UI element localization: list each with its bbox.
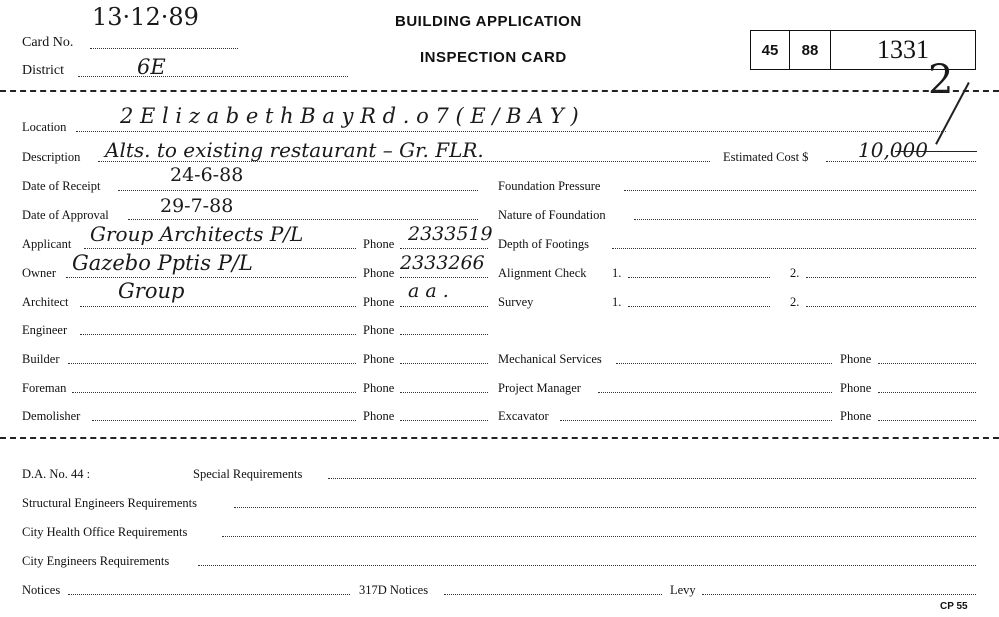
architect-value: Group xyxy=(118,279,185,303)
applicant-phone-label: Phone xyxy=(363,237,395,251)
nature-foundation-line xyxy=(634,219,976,220)
builder-phone-line xyxy=(400,363,488,364)
applicant-label: Applicant xyxy=(22,237,72,251)
builder-phone-label: Phone xyxy=(363,352,395,366)
mechanical-phone-line xyxy=(878,363,976,364)
depth-footings-label: Depth of Footings xyxy=(498,237,589,251)
foreman-line xyxy=(72,392,356,393)
excavator-line xyxy=(560,420,832,421)
box-number xyxy=(830,30,976,70)
demolisher-phone-line xyxy=(400,420,488,421)
applicant-line xyxy=(84,248,356,249)
date-approval-line xyxy=(128,219,478,220)
title-line-2: INSPECTION CARD xyxy=(420,49,567,66)
owner-phone: 2333266 xyxy=(400,252,485,274)
special-requirements-line xyxy=(328,478,976,479)
architect-phone-label: Phone xyxy=(363,295,395,309)
date-receipt-label: Date of Receipt xyxy=(22,179,101,193)
excavator-phone-label: Phone xyxy=(840,409,872,423)
divider-top xyxy=(0,90,999,92)
demolisher-label: Demolisher xyxy=(22,409,81,423)
project-manager-line xyxy=(598,392,832,393)
project-manager-label: Project Manager xyxy=(498,381,581,395)
demolisher-phone-label: Phone xyxy=(363,409,395,423)
title-line-1: BUILDING APPLICATION xyxy=(395,13,582,30)
mechanical-services-label: Mechanical Services xyxy=(498,352,602,366)
date-receipt-line xyxy=(118,190,478,191)
mechanical-services-line xyxy=(616,363,832,364)
notices-317d-line xyxy=(444,594,662,595)
alignment-1-label: 1. xyxy=(612,266,622,280)
city-health-line xyxy=(222,536,976,537)
foundation-pressure-line xyxy=(624,190,976,191)
excavator-phone-line xyxy=(878,420,976,421)
alignment-check-label: Alignment Check xyxy=(498,266,587,280)
excavator-label: Excavator xyxy=(498,409,549,423)
card-no-value: 13·12·89 xyxy=(92,3,199,31)
applicant-phone-line xyxy=(400,248,488,249)
levy-line xyxy=(702,594,976,595)
city-health-label: City Health Office Requirements xyxy=(22,525,188,539)
box-b-value: 88 xyxy=(801,41,819,59)
applicant-phone: 2333519 xyxy=(408,223,493,245)
box-number-value: 1331 xyxy=(877,35,929,64)
divider-bottom xyxy=(0,437,999,439)
engineer-phone-line xyxy=(400,334,488,335)
form-code: CP 55 xyxy=(940,601,968,612)
location-label: Location xyxy=(22,120,67,134)
survey-2-line xyxy=(806,306,976,307)
foreman-phone-label: Phone xyxy=(363,381,395,395)
engineer-line xyxy=(80,334,356,335)
project-manager-phone-line xyxy=(878,392,976,393)
survey-2-label: 2. xyxy=(790,295,800,309)
project-manager-phone-label: Phone xyxy=(840,381,872,395)
survey-label: Survey xyxy=(498,295,534,309)
owner-phone-label: Phone xyxy=(363,266,395,280)
date-receipt-value: 24-6-88 xyxy=(170,164,244,186)
box-a xyxy=(750,30,790,70)
description-value: Alts. to existing restaurant – Gr. FLR. xyxy=(105,138,484,162)
foreman-label: Foreman xyxy=(22,381,67,395)
location-value: 2 E l i z a b e t h B a y R d . o 7 ( E / B A Y ) xyxy=(120,104,579,128)
location-line xyxy=(76,131,946,132)
nature-foundation-label: Nature of Foundation xyxy=(498,208,606,222)
owner-line xyxy=(66,277,356,278)
owner-label: Owner xyxy=(22,266,57,280)
da-no-label: D.A. No. 44 : xyxy=(22,467,91,481)
alignment-2-label: 2. xyxy=(790,266,800,280)
levy-label: Levy xyxy=(670,583,696,597)
demolisher-line xyxy=(92,420,356,421)
structural-label: Structural Engineers Requirements xyxy=(22,496,197,510)
builder-label: Builder xyxy=(22,352,60,366)
box-b xyxy=(789,30,831,70)
district-value: 6E xyxy=(137,55,166,79)
card-no-label: Card No. xyxy=(22,35,74,50)
foreman-phone-line xyxy=(400,392,488,393)
architect-phone-line xyxy=(400,306,488,307)
description-label: Description xyxy=(22,150,81,164)
estimated-cost-label: Estimated Cost $ xyxy=(723,150,809,164)
builder-line xyxy=(68,363,356,364)
mechanical-phone-label: Phone xyxy=(840,352,872,366)
applicant-value: Group Architects P/L xyxy=(90,222,304,246)
notices-label: Notices xyxy=(22,583,61,597)
survey-1-label: 1. xyxy=(612,295,622,309)
city-engineers-line xyxy=(198,565,976,566)
engineer-phone-label: Phone xyxy=(363,323,395,337)
district-line xyxy=(78,76,348,77)
notices-line xyxy=(68,594,350,595)
owner-phone-line xyxy=(400,277,488,278)
depth-footings-line xyxy=(612,248,976,249)
district-label: District xyxy=(22,63,64,78)
structural-line xyxy=(234,507,976,508)
architect-label: Architect xyxy=(22,295,69,309)
date-approval-value: 29-7-88 xyxy=(160,195,234,217)
architect-line xyxy=(80,306,356,307)
date-approval-label: Date of Approval xyxy=(22,208,109,222)
cost-strike xyxy=(895,151,977,152)
alignment-2-line xyxy=(806,277,976,278)
architect-phone: a a . xyxy=(408,280,449,302)
engineer-label: Engineer xyxy=(22,323,68,337)
alignment-1-line xyxy=(628,277,770,278)
box-a-value: 45 xyxy=(761,41,779,59)
owner-value: Gazebo Pptis P/L xyxy=(72,251,253,275)
special-requirements-label: Special Requirements xyxy=(193,467,303,481)
foundation-pressure-label: Foundation Pressure xyxy=(498,179,601,193)
notices-317d-label: 317D Notices xyxy=(359,583,429,597)
estimated-cost-value: 10,000 xyxy=(858,138,928,162)
corner-mark: 2 xyxy=(928,57,954,103)
card-no-line xyxy=(90,48,238,49)
city-engineers-label: City Engineers Requirements xyxy=(22,554,170,568)
survey-1-line xyxy=(628,306,770,307)
